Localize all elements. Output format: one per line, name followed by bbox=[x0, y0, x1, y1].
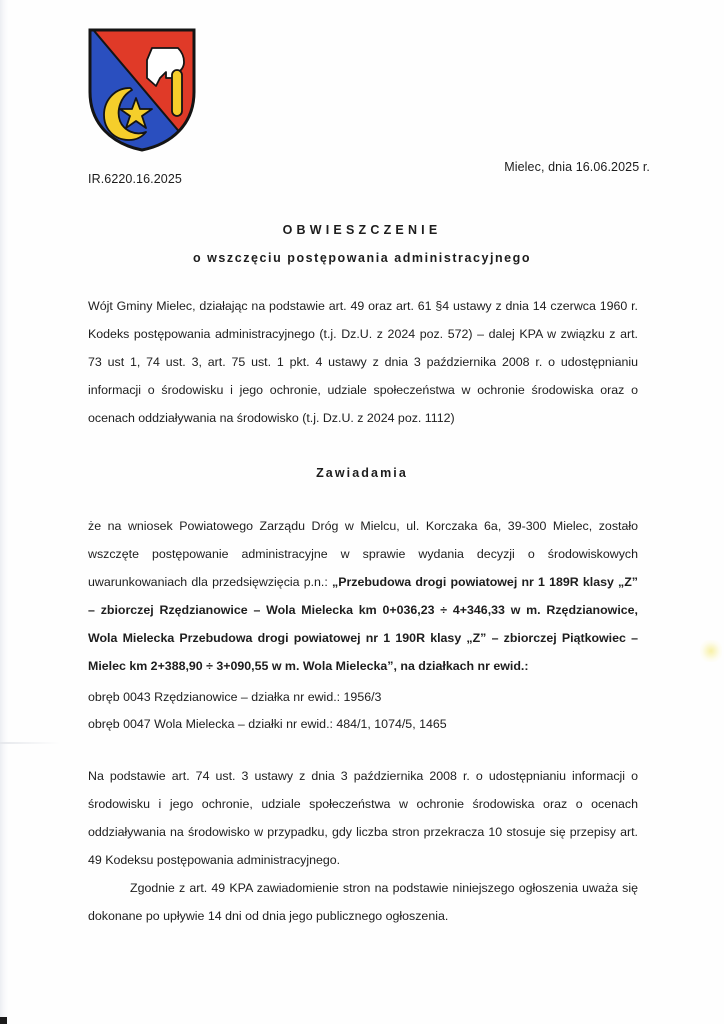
coat-of-arms-icon bbox=[86, 26, 198, 154]
paragraph-legal-basis: Wójt Gminy Mielec, działając na podstawie art. 49 oraz art. 61 §4 ustawy z dnia 14 czerwca 1960 r. Kodeks postępowania administracyjnego (t.j. Dz.U. z 2024 poz. 572) – dalej KPA w związku z art. 73 ust 1, 74 ust. 3, art. 75 ust. 1 pkt. 4 ustawy z dnia 3 października 2008 r. o udostępnianiu informacji o środowisku i jego ochronie, udziale społeczeństwa w ochronie środowiska oraz o ocenach oddziaływania na środowisko (t.j. Dz.U. z 2024 poz. 1112) bbox=[88, 299, 638, 425]
scan-corner-artifact bbox=[0, 1017, 7, 1024]
section-heading-zawiadamia: Zawiadamia bbox=[316, 466, 408, 480]
place-and-date: Mielec, dnia 16.06.2025 r. bbox=[504, 160, 650, 174]
parcel-line: obręb 0047 Wola Mielecka – działki nr ewid.: 484/1, 1074/5, 1465 bbox=[88, 717, 447, 731]
page-title: OBWIESZCZENIE bbox=[282, 223, 442, 237]
scan-edge-artifact bbox=[0, 0, 9, 1024]
notice-text: Zgodnie z art. 49 KPA zawiadomienie stron na podstawie niniejszego ogłoszenia uważa się dokonane po upływie 14 dni od dnia jego publicznego ogłoszenia. bbox=[88, 881, 638, 923]
project-name-text: „Przebudowa drogi powiatowej nr 1 189R klasy „Z” – zbiorczej Rzędzianowice – Wola Mielecka km 0+036,23 ÷ 4+346,33 w m. Rzędzianowice, Wola Mielecka Przebudowa drogi powiatowej nr 1 190R klasy „Z” – zbiorczej Piątkowiec – Mielec km 2+388,90 ÷ 3+090,55 w m. Wola Mielecka”, na działkach nr ewid.: bbox=[88, 575, 639, 673]
parcel-line: obręb 0043 Rzędzianowice – działka nr ewid.: 1956/3 bbox=[88, 690, 382, 704]
paragraph-parties: Na podstawie art. 74 ust. 3 ustawy z dnia 3 października 2008 r. o udostępnianiu informacji o środowisku i jego ochronie, udziale społeczeństwa w ochronie środowiska oraz o ocenach oddziaływania na środowisko w przypadku, gdy liczba stron przekracza 10 stosuje się przepisy art. 49 Kodeksu postępowania administracyjnego. bbox=[88, 769, 638, 867]
page-subtitle: o wszczęciu postępowania administracyjnego bbox=[192, 251, 532, 265]
paragraph-proceeding bbox=[88, 512, 638, 680]
reference-number: IR.6220.16.2025 bbox=[88, 172, 182, 186]
scan-smudge-artifact bbox=[700, 640, 722, 662]
proceeding-intro-text: że na wniosek Powiatowego Zarządu Dróg w Mielcu, ul. Korczaka 6a, 39-300 Mielec, zostało wszczęte postępowanie administracyjne w sprawie wydania decyzji o środowiskowych uwarunkowaniach dla przedsięwzięcia p.n.: bbox=[88, 519, 638, 589]
scan-fold-artifact bbox=[0, 742, 60, 744]
paragraph-notice bbox=[88, 874, 638, 930]
parcel-list bbox=[88, 684, 638, 738]
